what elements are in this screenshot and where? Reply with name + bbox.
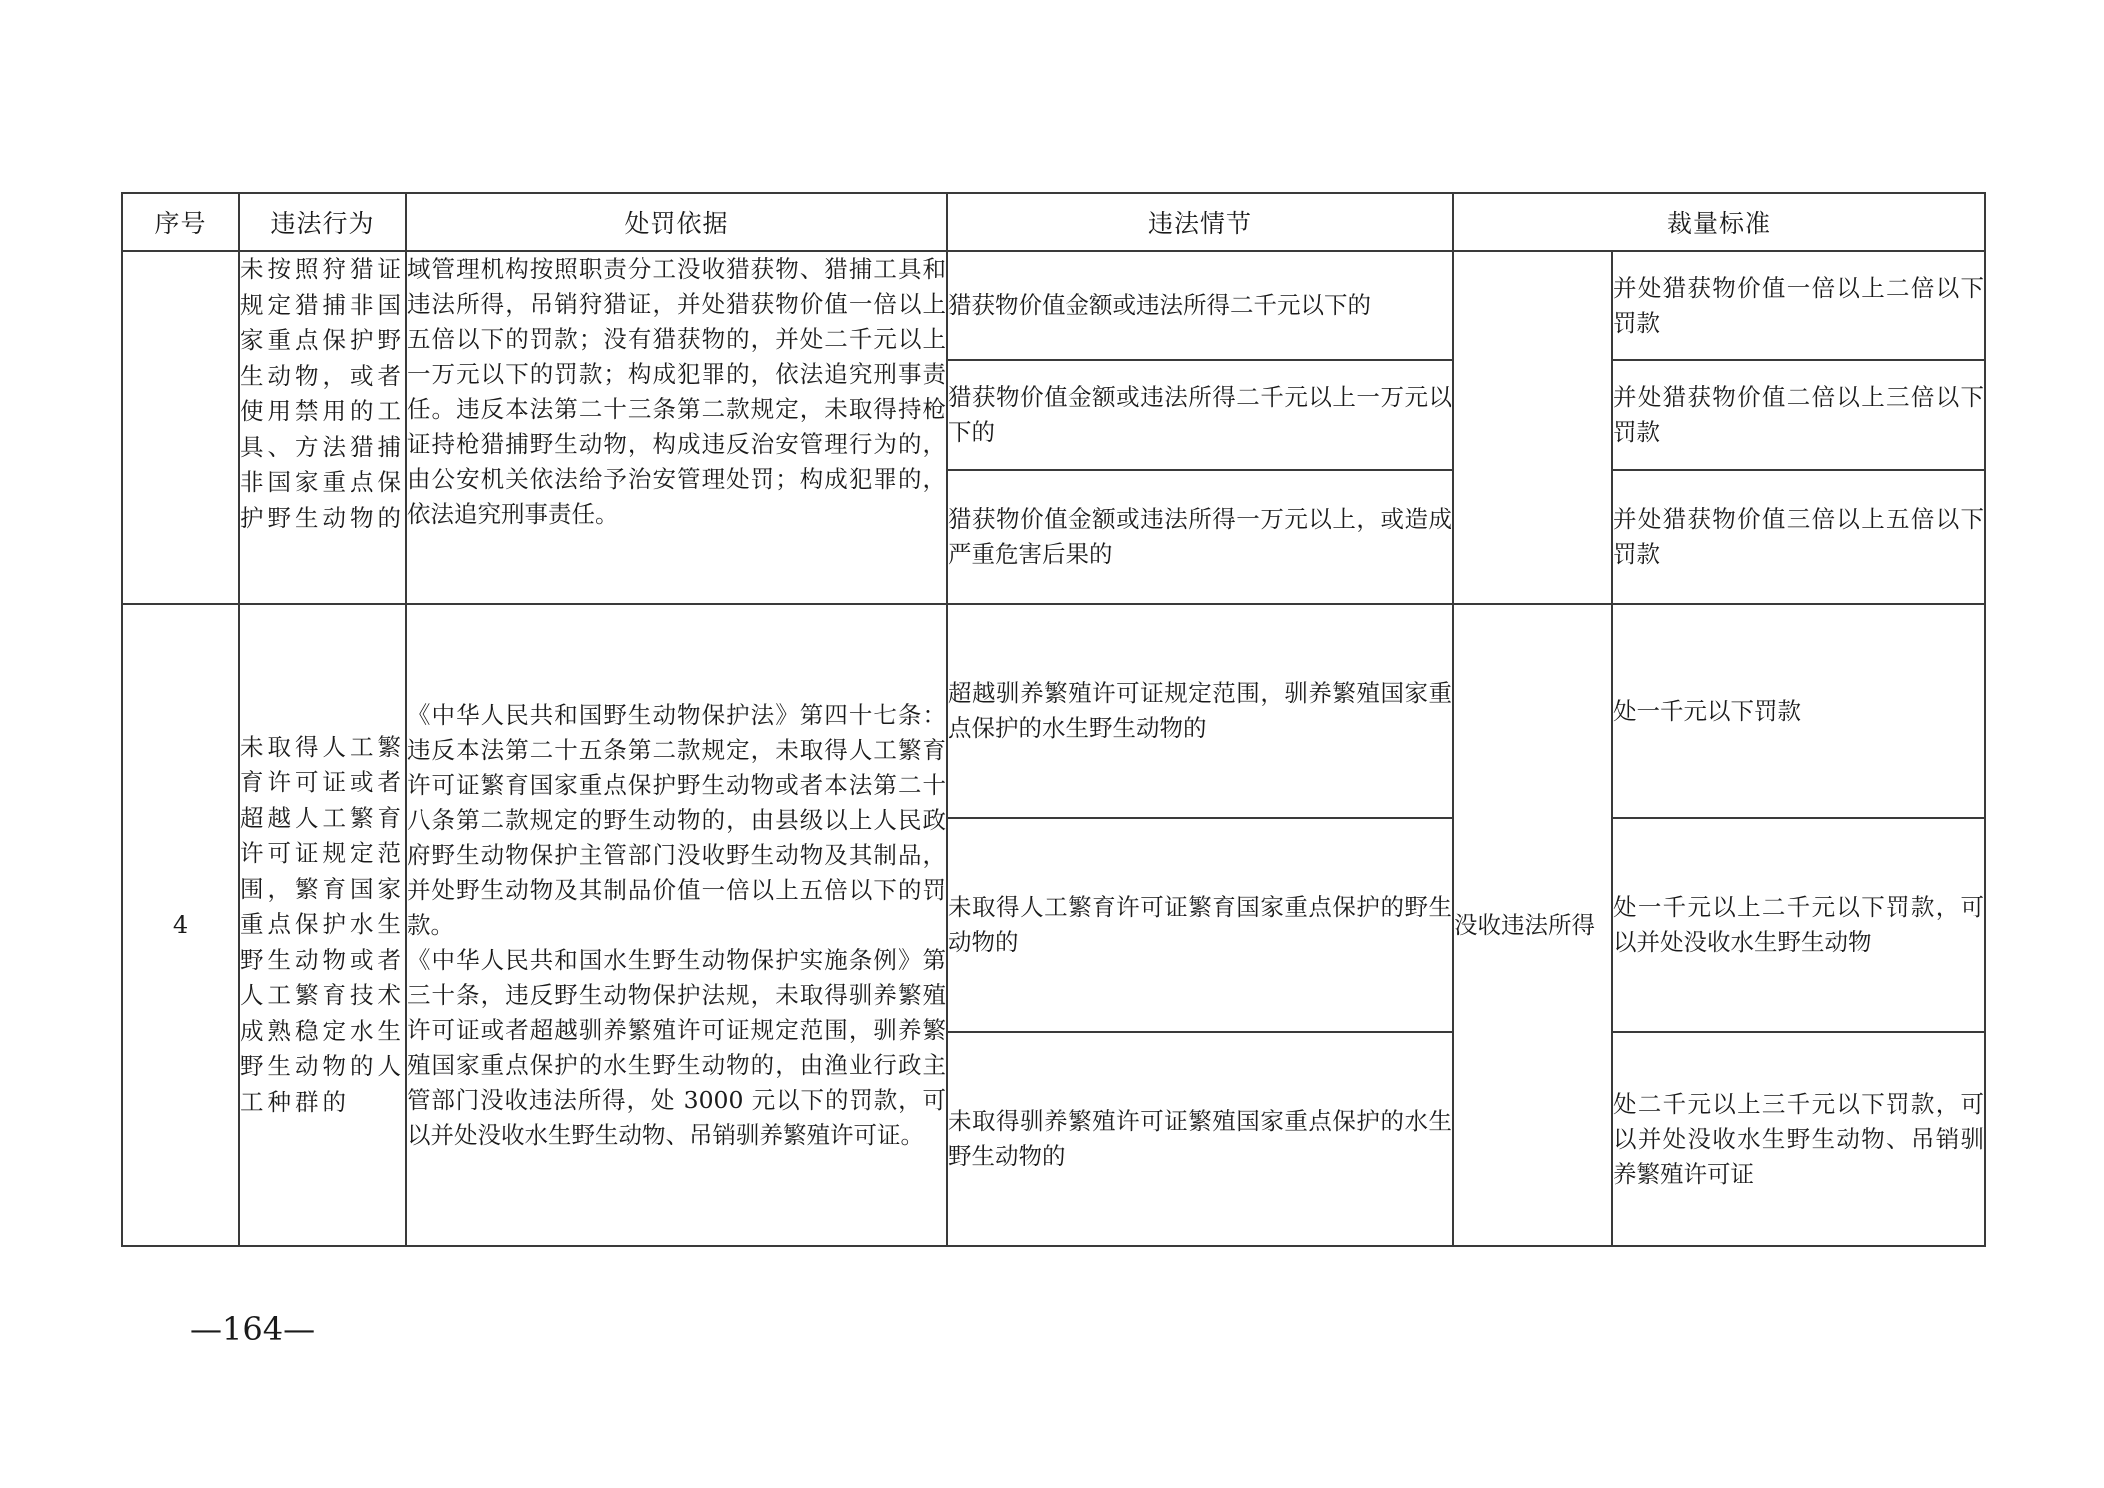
- row-a-scope: [1453, 251, 1612, 604]
- row-a-standard-3: 并处猎获物价值三倍以上五倍以下罚款: [1612, 470, 1985, 604]
- row-b-circumstance-1: 超越驯养繁殖许可证规定范围，驯养繁殖国家重点保护的水生野生动物的: [947, 604, 1453, 818]
- row-a-standard-1: 并处猎获物价值一倍以上二倍以下罚款: [1612, 251, 1985, 360]
- row-b-violation-act: 未取得人工繁育许可证或者超越人工繁育许可证规定范围，繁育国家重点保护水生野生动物或者人工繁育技术成熟稳定水生野生动物的人工种群的: [239, 604, 406, 1246]
- page-number: —164—: [190, 1310, 316, 1348]
- row-b-scope: 没收违法所得: [1453, 604, 1612, 1246]
- header-row: [122, 193, 1985, 251]
- header-violation-circumstance: 违法情节: [947, 193, 1453, 251]
- row-b-circumstance-3: 未取得驯养繁殖许可证繁殖国家重点保护的水生野生动物的: [947, 1032, 1453, 1246]
- table-row: [122, 251, 1985, 360]
- row-a-standard-2: 并处猎获物价值二倍以上三倍以下罚款: [1612, 360, 1985, 470]
- row-b-standard-2: 处一千元以上二千元以下罚款，可以并处没收水生野生动物: [1612, 818, 1985, 1032]
- row-b-circumstance-2: 未取得人工繁育许可证繁育国家重点保护的野生动物的: [947, 818, 1453, 1032]
- header-penalty-basis: 处罚依据: [406, 193, 947, 251]
- row-a-circumstance-2: 猎获物价值金额或违法所得二千元以上一万元以下的: [947, 360, 1453, 470]
- row-b-number: 4: [122, 604, 239, 1246]
- row-a-penalty-basis: 域管理机构按照职责分工没收猎获物、猎捕工具和违法所得，吊销狩猎证，并处猎获物价值一倍以上五倍以下的罚款；没有猎获物的，并处二千元以上一万元以下的罚款；构成犯罪的，依法追究刑事责任。违反本法第二十三条第二款规定，未取得持枪证持枪猎捕野生动物，构成违反治安管理行为的，由公安机关依法给予治安管理处罚；构成犯罪的，依法追究刑事责任。: [406, 251, 947, 604]
- row-b-penalty-basis: [406, 604, 947, 1246]
- row-b-standard-3: 处二千元以上三千元以下罚款，可以并处没收水生野生动物、吊销驯养繁殖许可证: [1612, 1032, 1985, 1246]
- row-a-circumstance-1: 猎获物价值金额或违法所得二千元以下的: [947, 251, 1453, 360]
- row-a-violation-act: 未按照狩猎证规定猎捕非国家重点保护野生动物，或者使用禁用的工具、方法猎捕非国家重点保护野生动物的: [239, 251, 406, 604]
- header-discretion-standard: 裁量标准: [1453, 193, 1985, 251]
- row-b-penalty-basis-text: 《中华人民共和国野生动物保护法》第四十七条：违反本法第二十五条第二款规定，未取得人工繁育许可证繁育国家重点保护野生动物或者本法第二十八条第二款规定的野生动物的，由县级以上人民政府野生动物保护主管部门没收野生动物及其制品，并处野生动物及其制品价值一倍以上五倍以下的罚款。 《中华人民共和国水生野生动物保护实施条例》第三十条，违反野生动物保护法规，未取得驯养繁殖许可证或者超越驯养繁殖许可证规定范围，驯养繁殖国家重点保护的水生野生动物的，由渔业行政主管部门没收违法所得，处 3000 元以下的罚款，可以并处没收水生野生动物、吊销驯养繁殖许可证。: [407, 700, 946, 1149]
- row-b-standard-1: 处一千元以下罚款: [1612, 604, 1985, 818]
- row-a-circumstance-3: 猎获物价值金额或违法所得一万元以上，或造成严重危害后果的: [947, 470, 1453, 604]
- header-number: 序号: [122, 193, 239, 251]
- table-row: [122, 604, 1985, 818]
- discretion-standard-table: [121, 192, 1986, 1247]
- row-a-number: [122, 251, 239, 604]
- header-violation-act: 违法行为: [239, 193, 406, 251]
